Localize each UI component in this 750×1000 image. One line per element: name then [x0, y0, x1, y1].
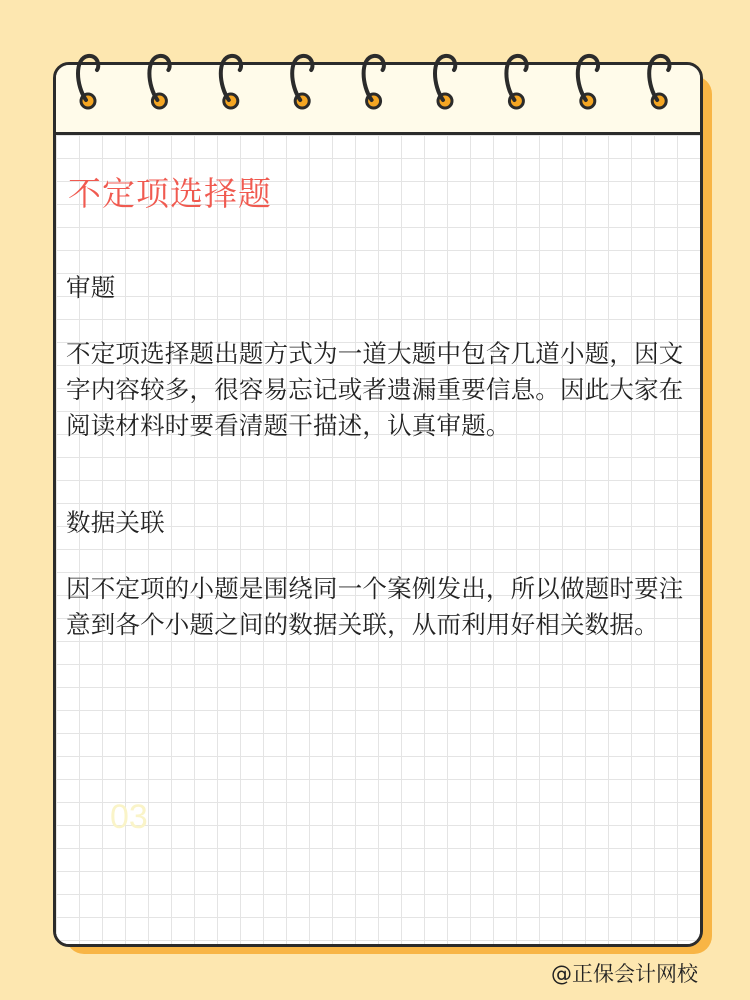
page-title: 不定项选择题 — [68, 174, 272, 213]
notebook-header-strip — [56, 65, 700, 135]
page-number-watermark: 03 — [110, 798, 148, 836]
section-heading-review: 审题 — [66, 273, 116, 302]
section-body-data: 因不定项的小题是围绕同一个案例发出，所以做题时要注意到各个小题之间的数据关联，从而利用好相关数据。 — [66, 574, 684, 639]
section-heading-data: 数据关联 — [66, 508, 165, 537]
section-body-review: 不定项选择题出题方式为一道大题中包含几道小题，因文字内容较多，很容易忘记或者遗漏重要信息。因此大家在阅读材料时要看清题干描述，认真审题。 — [66, 339, 684, 440]
brand-credit: @正保会计网校 — [551, 962, 698, 986]
